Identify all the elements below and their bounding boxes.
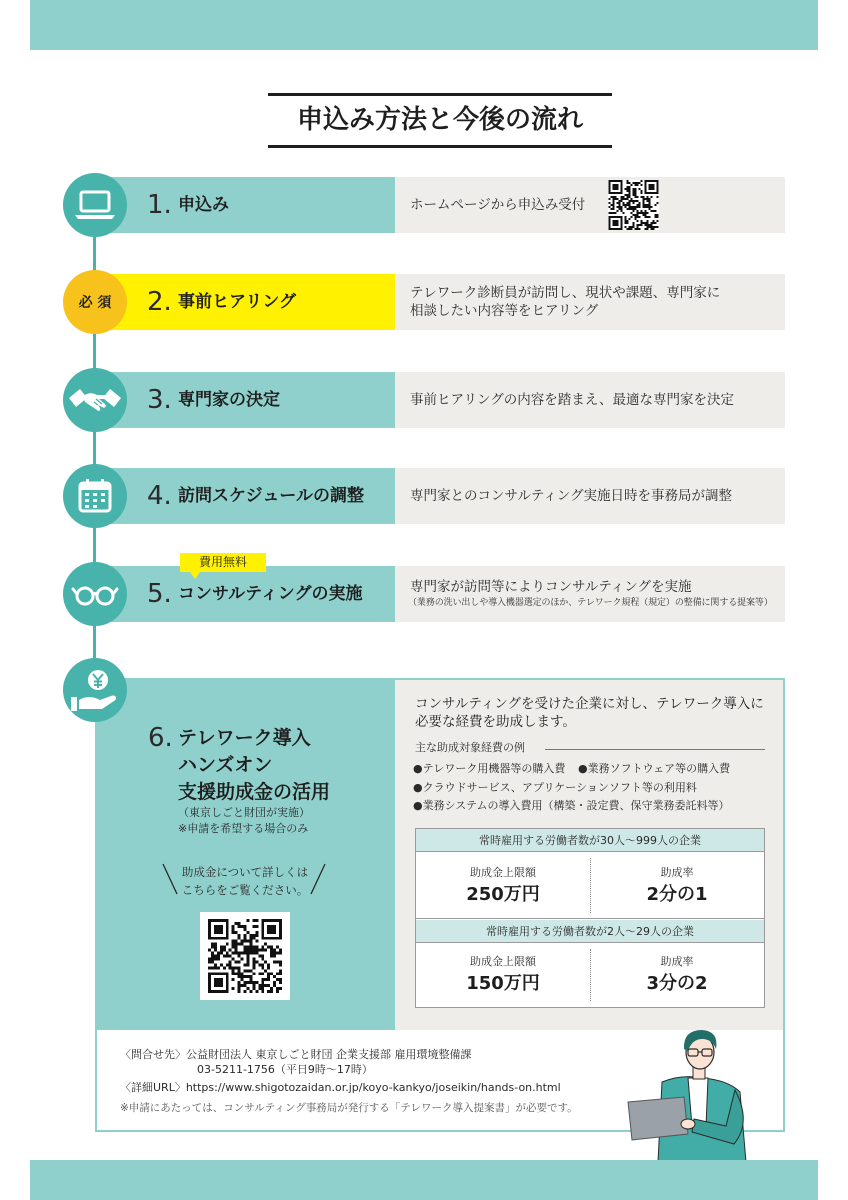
subsidy-intro: コンサルティングを受けた企業に対し、テレワーク導入に [415, 696, 764, 712]
step-description-box [395, 566, 785, 622]
step-label: 訪問スケジュールの調整 [178, 486, 364, 506]
application-note: ※申請にあたっては、コンサルティング事務局が発行する「テレワーク導入提案書」が必要です。 [120, 1102, 578, 1114]
implementer-note: （東京しごと財団が実施） [178, 806, 310, 819]
handshake-icon [63, 368, 127, 432]
subsidy-limit-cell [416, 852, 590, 919]
subsidy-intro: 必要な経費を助成します。 [415, 714, 576, 730]
tier-row [416, 943, 764, 1007]
step-label-block [95, 566, 395, 622]
step-number: 4. [147, 481, 172, 511]
expenses-heading-rule [545, 749, 765, 750]
condition-note: ※申請を希望する場合のみ [178, 822, 309, 835]
url-label: 〈詳細URL〉 [120, 1081, 186, 1094]
step-description: ホームページから申込み受付 [410, 197, 586, 213]
yen-hand-icon [63, 658, 127, 722]
step-label-block [95, 274, 395, 330]
step-number: 2. [147, 287, 172, 317]
qr-code-application [608, 180, 659, 230]
rate-label: 助成率 [660, 955, 694, 968]
subsidy-summary [97, 680, 395, 1030]
expense-item: ●テレワーク用機器等の購入費 [413, 762, 566, 775]
tier-row [416, 852, 764, 919]
step-label: 申込み [178, 195, 229, 215]
step-description-box [395, 177, 785, 233]
step-description: 事前ヒアリングの内容を踏まえ、最適な専門家を決定 [410, 392, 734, 408]
subsidy-details [395, 680, 783, 1030]
url-line [120, 1080, 561, 1096]
step-description-box [395, 468, 785, 524]
qr-code-subsidy [200, 912, 290, 1000]
laptop-icon [63, 173, 127, 237]
expense-item: ●業務ソフトウェア等の購入費 [578, 762, 731, 775]
step-label-block [95, 468, 395, 524]
glasses-icon [63, 562, 127, 626]
step-label: ハンズオン [178, 754, 273, 776]
step-number: 3. [147, 385, 172, 415]
inquiry-phone: 03-5211-1756（平日9時～17時） [197, 1063, 373, 1076]
step-3 [95, 372, 785, 428]
expense-item: ●業務システムの導入費用（構築・設定費、保守業務委託料等） [413, 799, 730, 812]
step-description: 専門家が訪問等によりコンサルティングを実施 [410, 579, 692, 595]
step-number: 6. [148, 723, 173, 753]
top-band [30, 0, 818, 50]
step-number: 1. [147, 190, 172, 220]
step-label: 事前ヒアリング [178, 292, 296, 312]
step-label: コンサルティングの実施 [178, 584, 363, 604]
subsidy-rate-cell [590, 852, 764, 919]
page-title: 申込み方法と今後の流れ [296, 105, 583, 135]
step-label: 支援助成金の活用 [178, 781, 331, 803]
required-badge: 必 須 [63, 270, 127, 334]
bottom-band [30, 1160, 818, 1200]
qr-caption: こちらをご覧ください。 [181, 883, 309, 897]
step-description-note: （業務の洗い出しや導入機器選定のほか、テレワーク規程（規定）の整備に関する提案等） [408, 598, 773, 608]
expense-item: ●クラウドサービス、アプリケーションソフト等の利用料 [413, 781, 697, 794]
limit-label: 助成金上限額 [470, 865, 536, 879]
limit-value: 150万円 [466, 973, 540, 994]
step-label-block [95, 177, 395, 233]
subsidy-rate-cell [590, 943, 764, 1007]
qr-caption: 助成金について詳しくは [181, 865, 309, 879]
rate-label: 助成率 [660, 865, 694, 879]
rate-value: 3分の2 [646, 973, 708, 994]
title-rule-top [268, 93, 612, 96]
inquiry-line [120, 1047, 472, 1063]
detail-url-link[interactable]: https://www.shigotozaidan.or.jp/koyo-kankyo/joseikin/hands-on.html [185, 1081, 561, 1094]
rate-value: 2分の1 [646, 883, 708, 905]
step-4 [95, 468, 785, 524]
tier-heading: 常時雇用する労働者数が30人～999人の企業 [416, 829, 764, 852]
title-rule-bottom [268, 145, 612, 148]
step-description: 相談したい内容等をヒアリング [410, 303, 599, 319]
free-tag-pointer [190, 572, 200, 579]
limit-value: 250万円 [466, 883, 540, 905]
inquiry-label: 〈問合せ先〉 [120, 1048, 186, 1061]
step-label: 専門家の決定 [178, 390, 280, 410]
inquiry-organization: 公益財団法人 東京しごと財団 企業支援部 雇用環境整備課 [186, 1048, 472, 1061]
step-label-block [95, 372, 395, 428]
subsidy-limit-cell [416, 943, 590, 1007]
step-description: テレワーク診断員が訪問し、現状や課題、専門家に [410, 285, 721, 301]
tier-heading: 常時雇用する労働者数が2人～29人の企業 [416, 920, 764, 943]
limit-label: 助成金上限額 [470, 955, 536, 968]
subsidy-tier-table [415, 828, 765, 1008]
step-2 [95, 274, 785, 330]
businessman-illustration [622, 1022, 752, 1162]
expenses-heading: 主な助成対象経費の例 [415, 741, 525, 754]
step-description-box [395, 372, 785, 428]
step-1 [95, 177, 785, 233]
step-description-box [395, 274, 785, 330]
step-label: テレワーク導入 [178, 727, 311, 749]
calendar-icon [63, 464, 127, 528]
free-of-charge-tag: 費用無料 [180, 553, 266, 572]
step-number: 5. [147, 579, 172, 609]
step-description: 専門家とのコンサルティング実施日時を事務局が調整 [410, 488, 732, 504]
